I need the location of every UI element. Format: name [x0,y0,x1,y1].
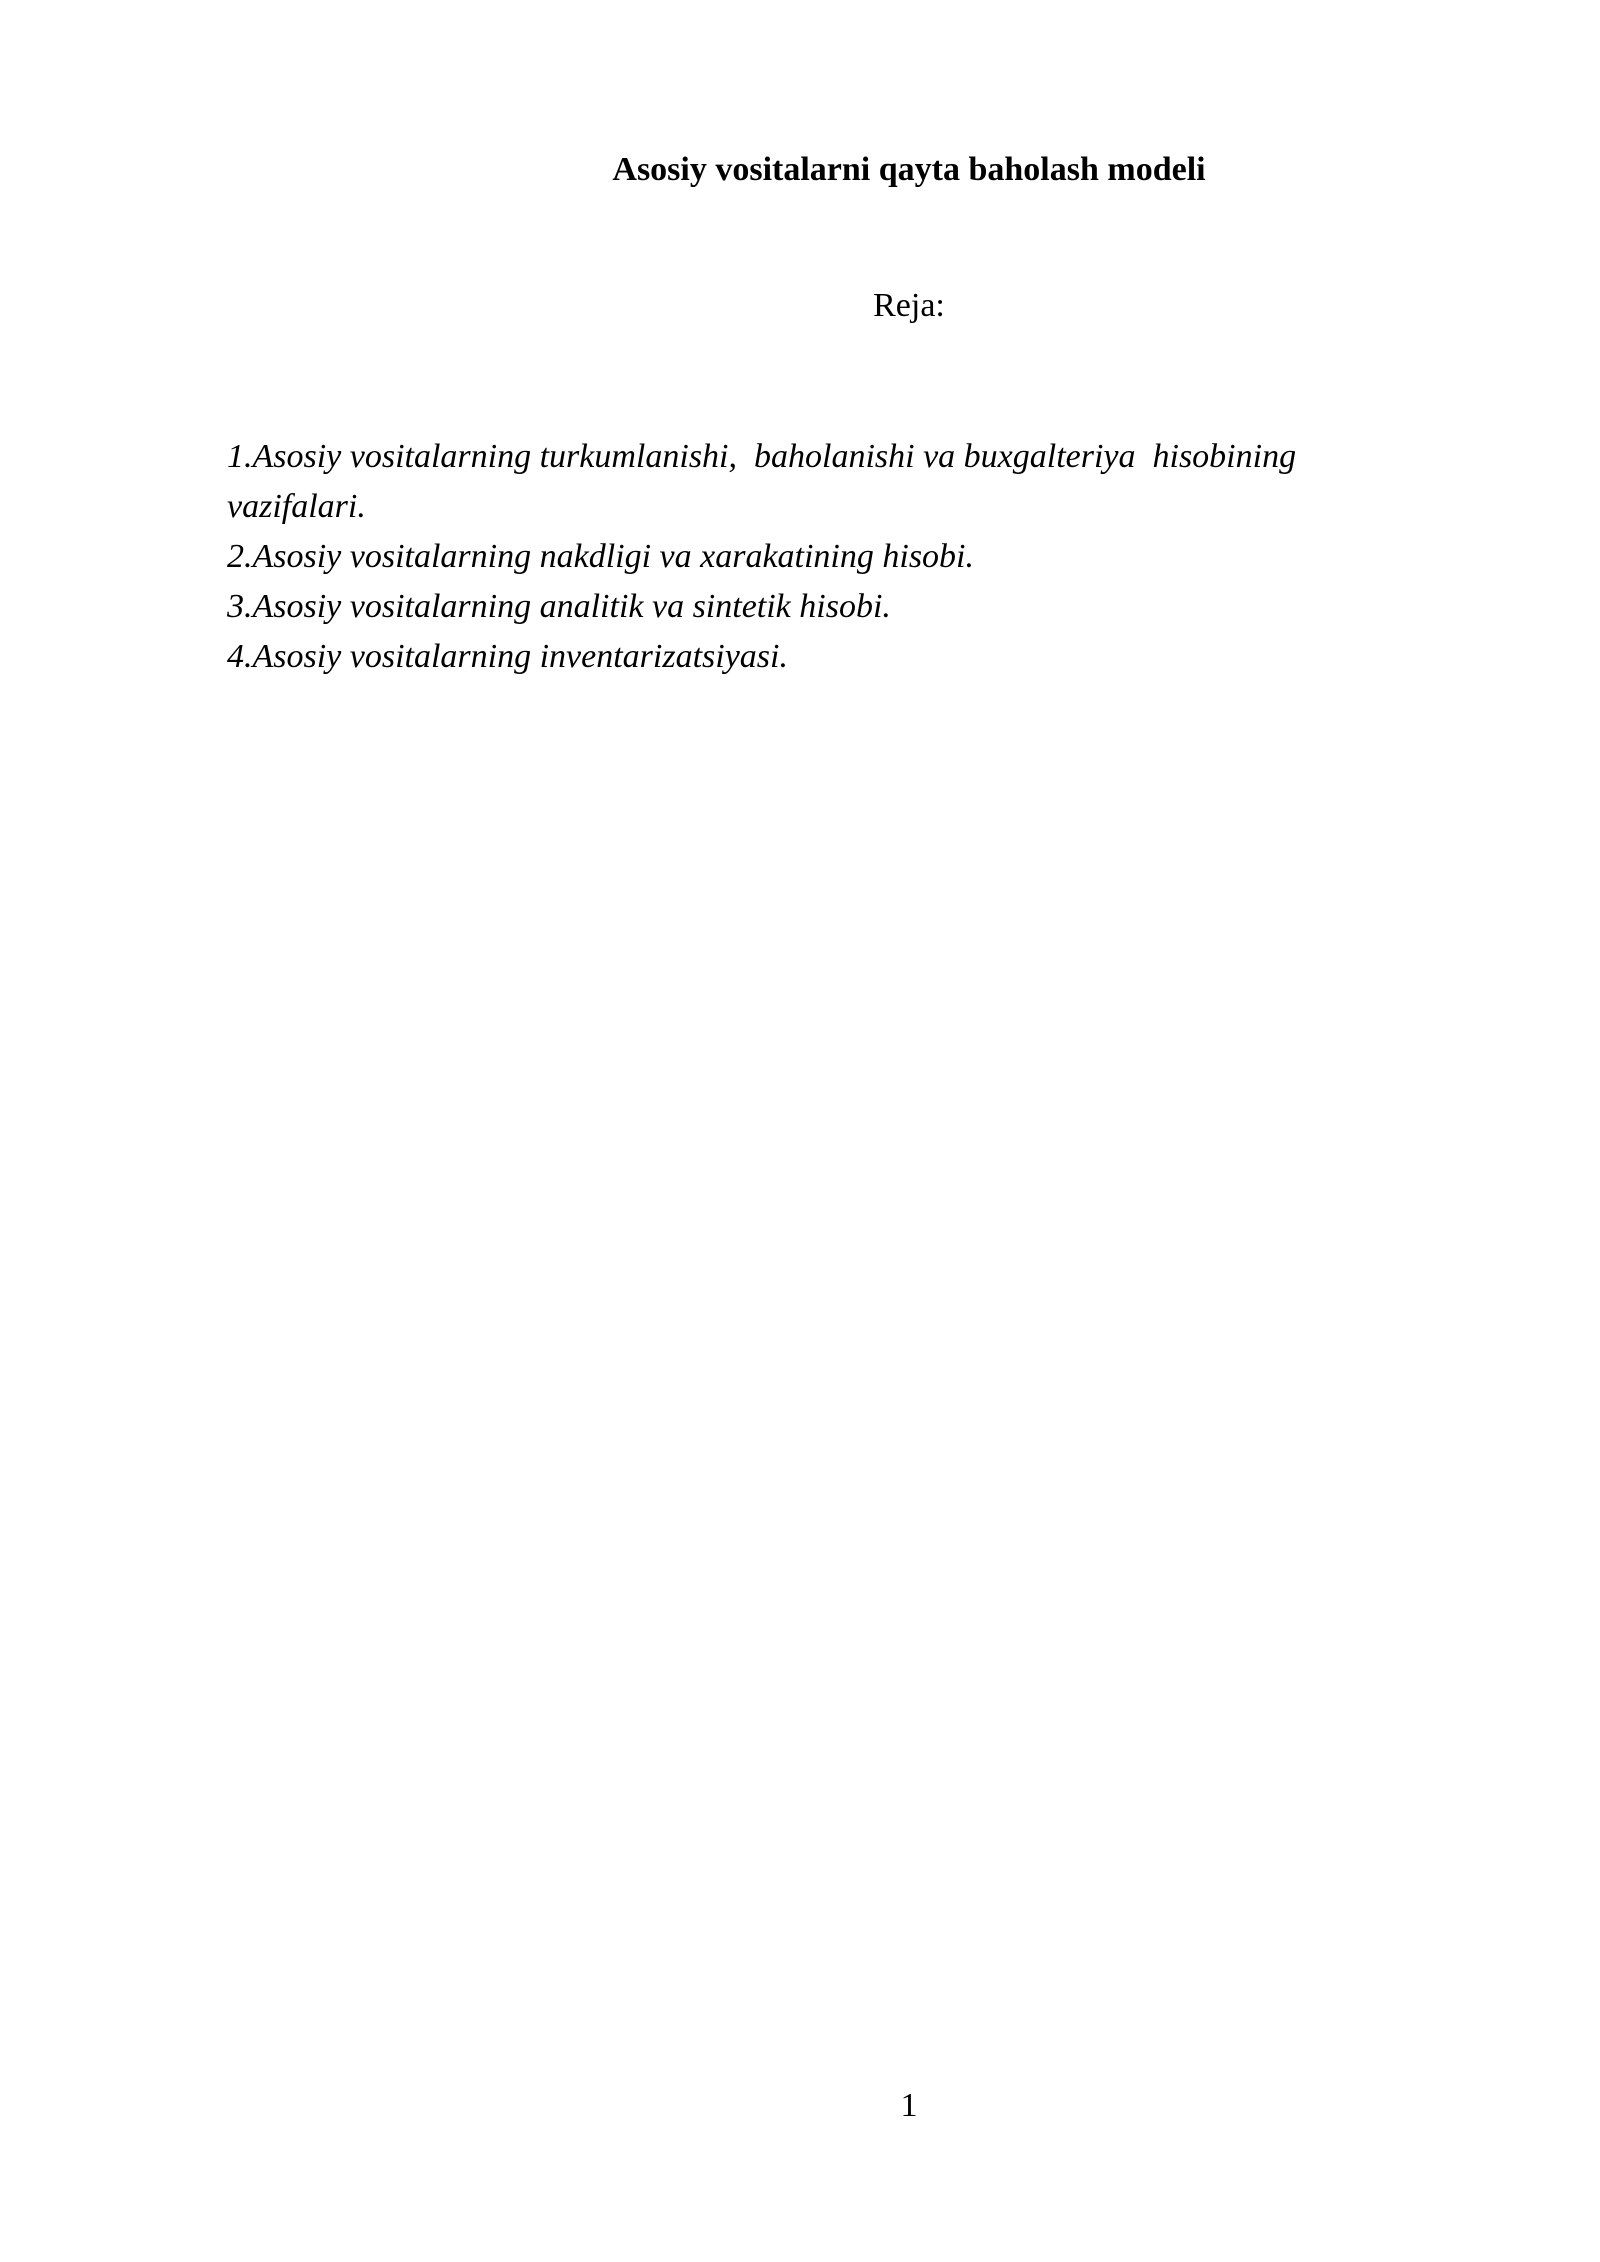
plan-list [227,432,1427,682]
plan-item-1: 1.Asosiy vositalarning turkumlanishi, baholanishi va buxgalteriya hisobining vazifalari. [227,438,1305,525]
document-title: Asosiy vositalarni qayta baholash modeli [612,151,1206,188]
page-number: 1 [900,2087,918,2124]
plan-heading: Reja: [873,287,945,324]
plan-item-2: 2.Asosiy vositalarning nakdligi va xarakatining hisobi. [227,538,975,575]
plan-item-3: 3.Asosiy vositalarning analitik va sintetik hisobi. [227,588,891,625]
plan-item-4: 4.Asosiy vositalarning inventarizatsiyasi. [227,638,788,675]
